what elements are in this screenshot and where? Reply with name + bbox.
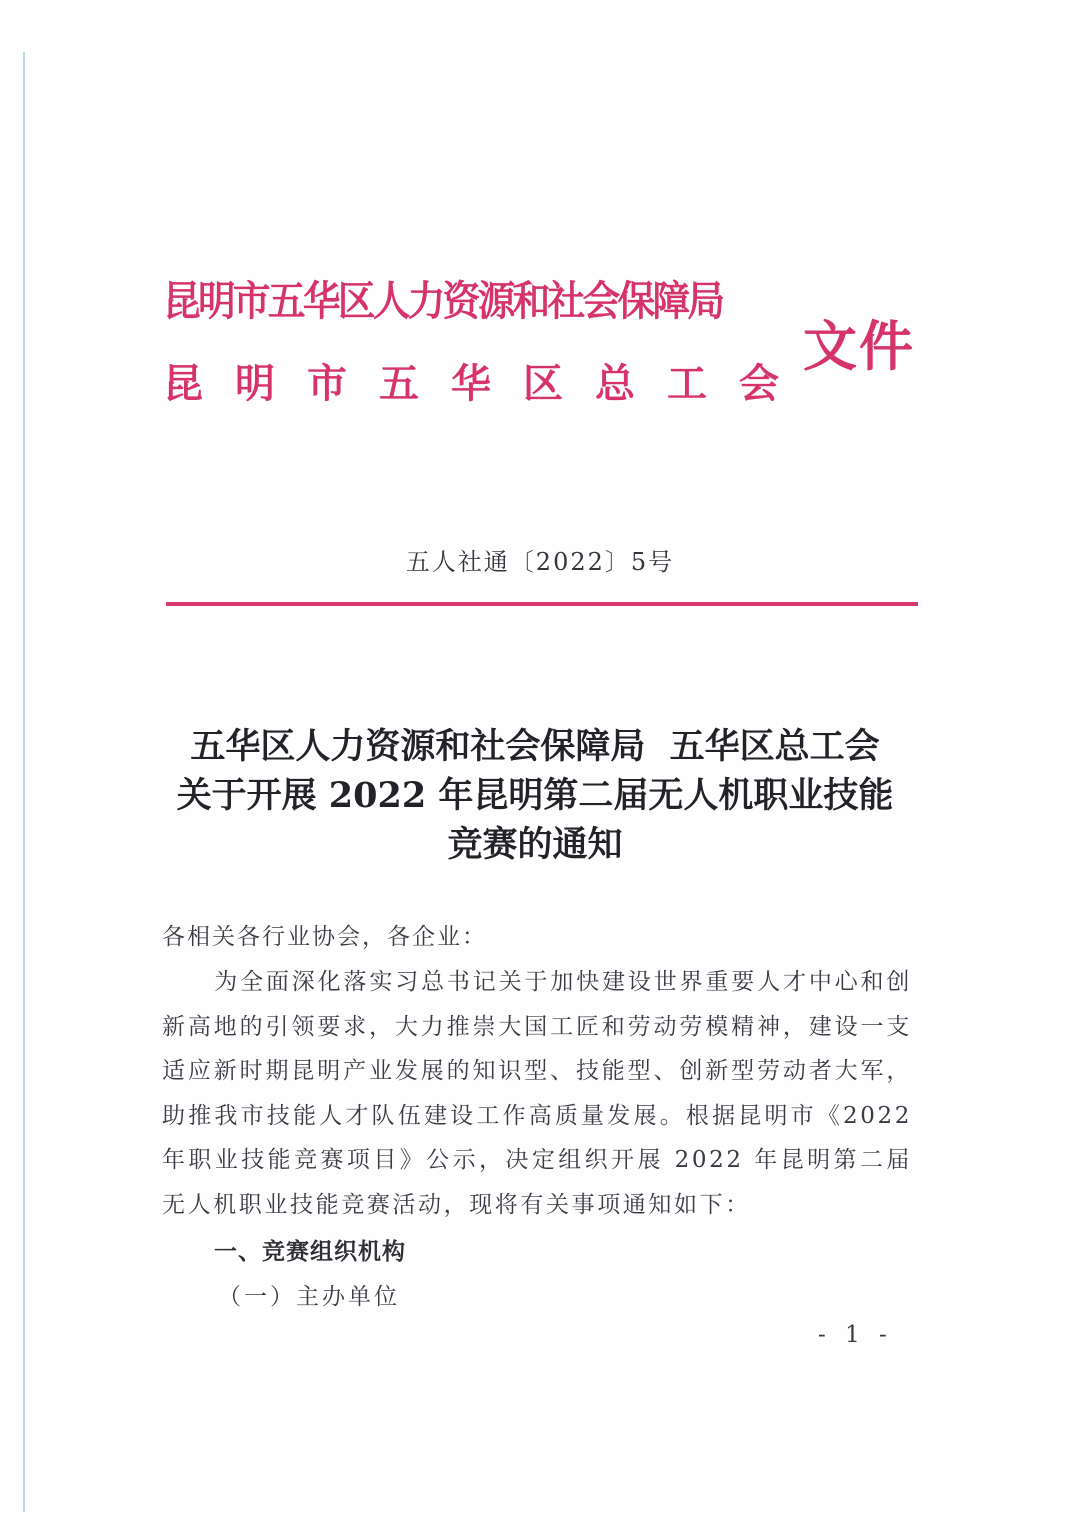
section-heading: 一、竞赛组织机构 [214,1238,406,1265]
subsection-heading: （一）主办单位 [218,1284,400,1310]
page-number: - 1 - [818,1322,893,1348]
body-paragraph [162,960,912,1228]
body-paragraph-text: 为全面深化落实习总书记关于加快建设世界重要人才中心和创新高地的引领要求，大力推崇大国工匠和劳动劳模精神，建设一支适应新时期昆明产业发展的知识型、技能型、创新型劳动者大军，助推我市技能人才队伍建设工作高质量发展。根据昆明市《2022 年职业技能竞赛项目》公示，决定组织开展 2022 年昆明第二届无人机职业技能竞赛活动，现将有关事项通知如下： [162,969,912,1218]
scan-edge-line [23,52,25,1512]
document-header [163,268,933,418]
title-line-1: 五华区人力资源和社会保障局 五华区总工会 [190,726,880,767]
issuer-name-union: 昆明市五华区总工会 [163,360,811,407]
red-divider [166,602,918,606]
title-line-3: 竞赛的通知 [447,824,623,865]
document-label: 文件 [803,314,915,378]
document-title [150,722,920,869]
issuer-name-hrss: 昆明市五华区人力资源和社会保障局 [163,277,723,325]
title-line-2: 关于开展 2022 年昆明第二届无人机职业技能 [176,775,894,816]
document-number: 五人社通〔2022〕5号 [405,548,675,576]
salutation: 各相关各行业协会，各企业： [162,924,487,950]
